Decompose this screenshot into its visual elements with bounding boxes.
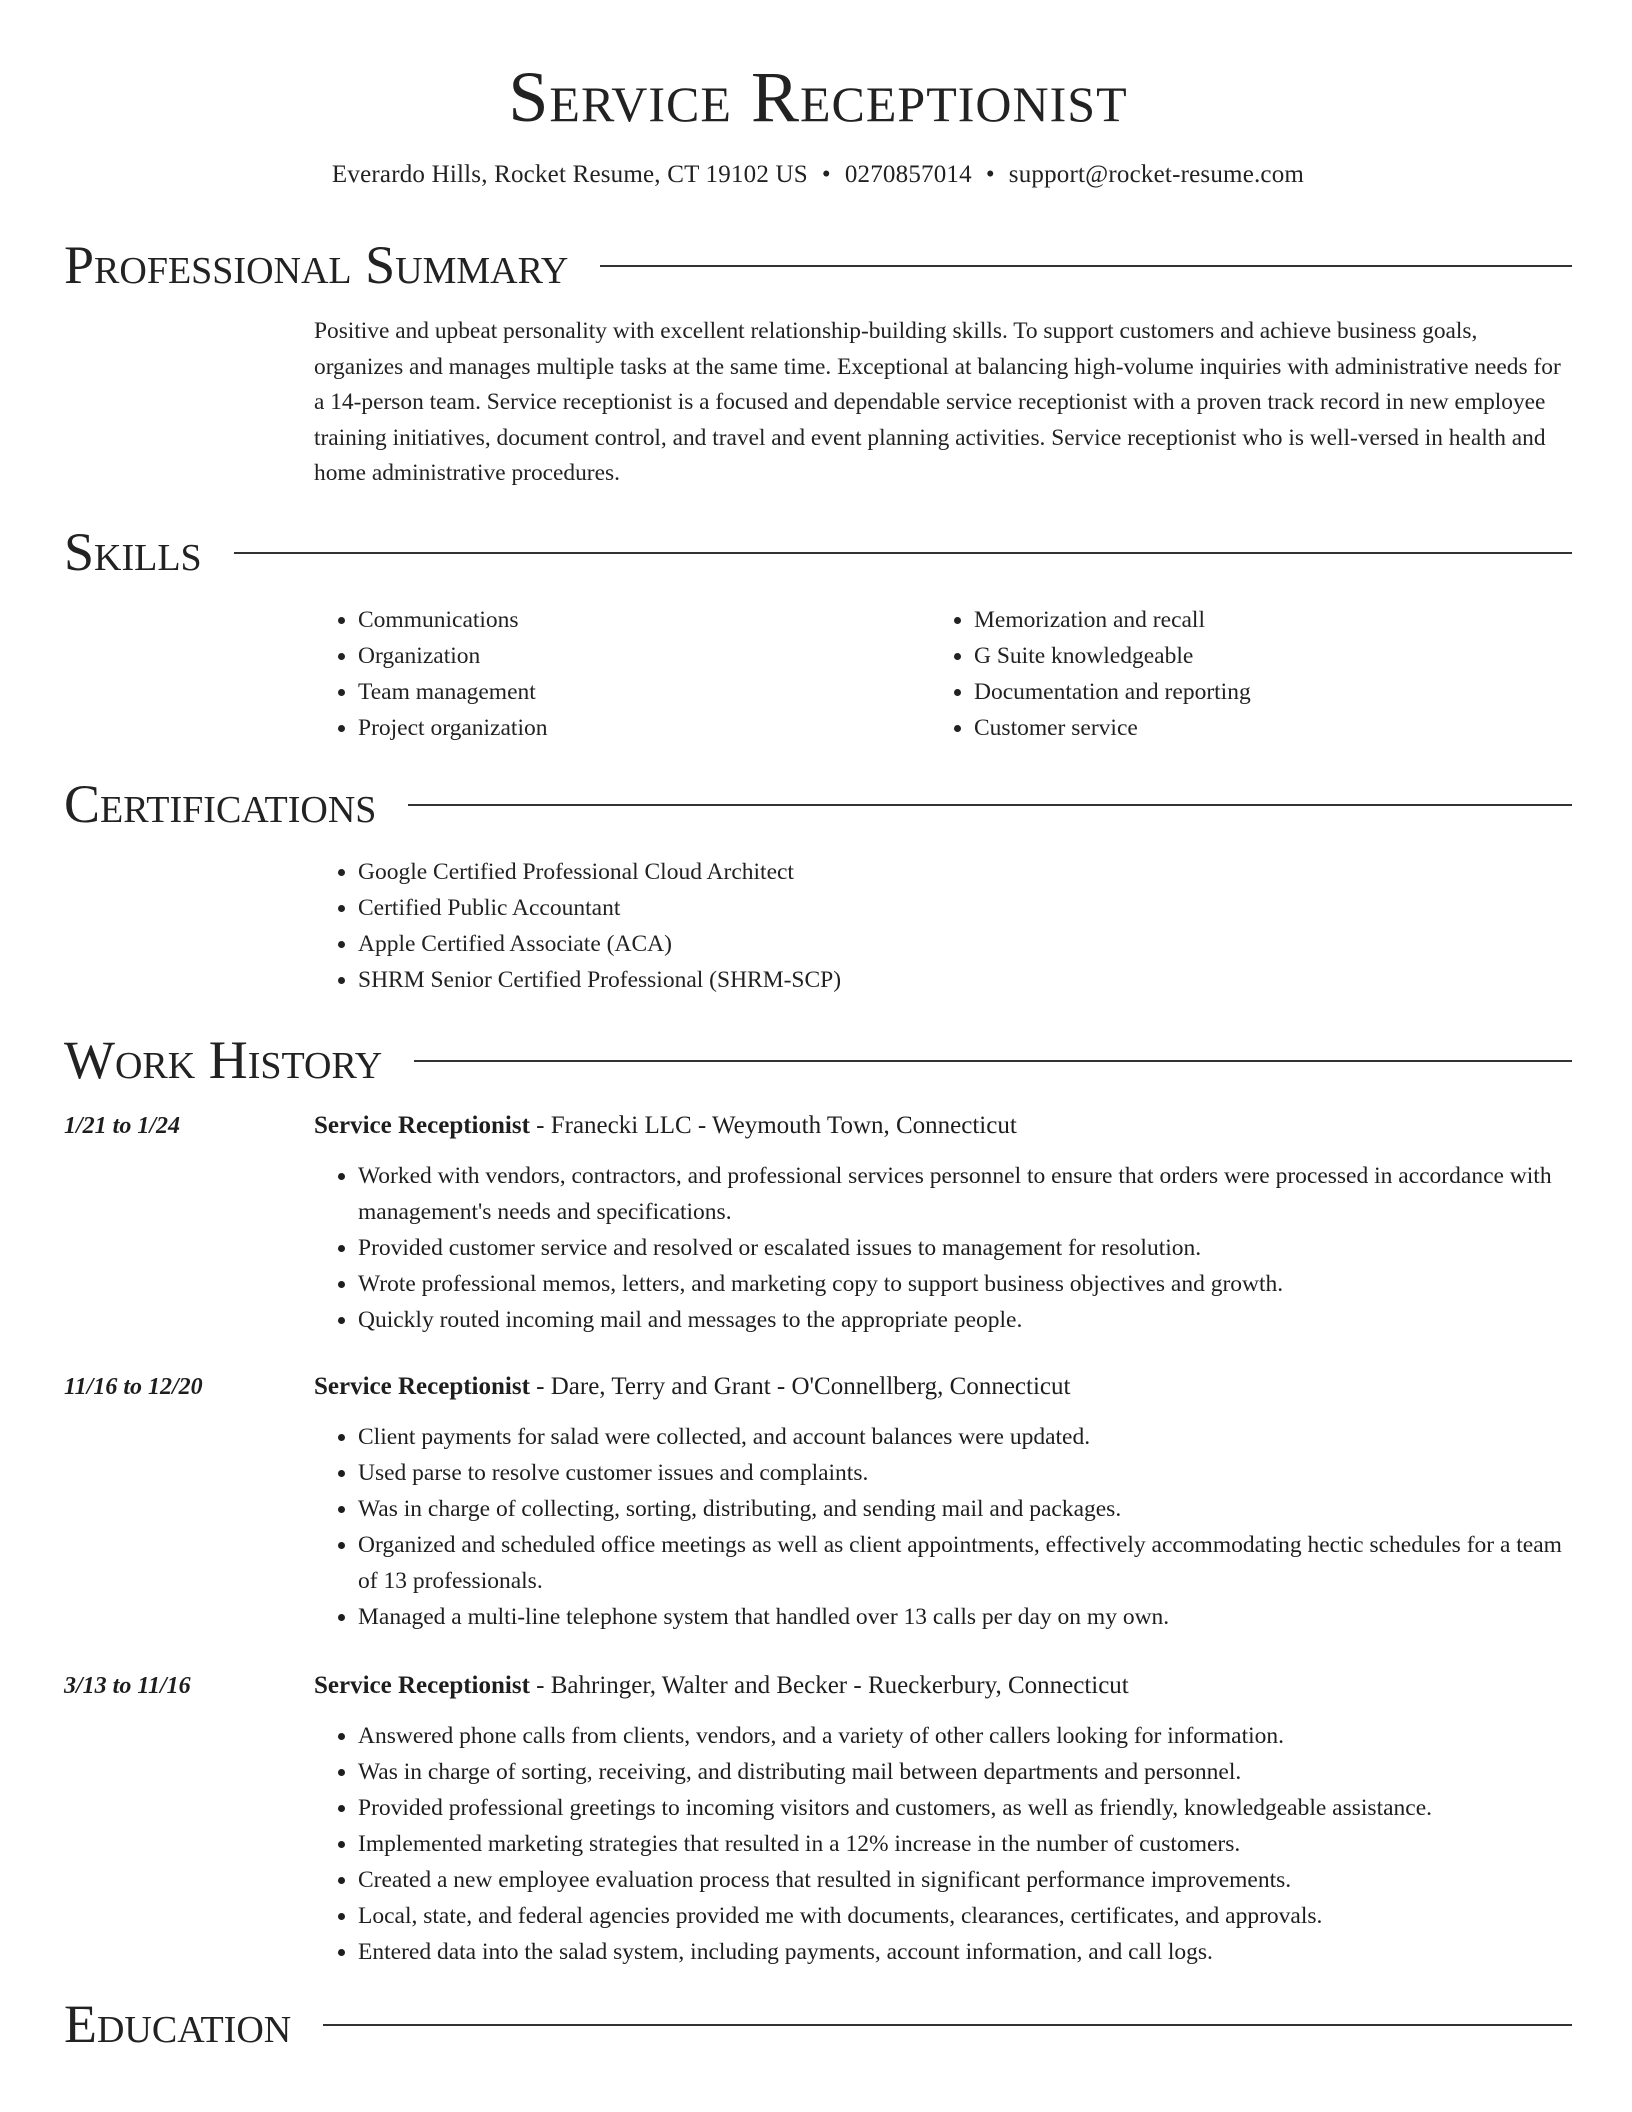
section-divider bbox=[408, 804, 1572, 806]
certifications-content bbox=[314, 854, 1572, 998]
contact-separator: • bbox=[985, 161, 995, 189]
job-employer: - Bahringer, Walter and Becker - Rueckerbury, Connecticut bbox=[529, 1671, 1129, 1699]
contact-address: Everardo Hills, Rocket Resume, CT 19102 US bbox=[331, 161, 808, 189]
job-duty: • Was in charge of collecting, sorting, distributing, and sending mail and packages. bbox=[358, 1491, 1572, 1527]
skills-title: Skills bbox=[64, 521, 202, 582]
job-duties-list bbox=[314, 1158, 1572, 1338]
job-heading bbox=[314, 1369, 1572, 1405]
job-title: Service Receptionist bbox=[314, 1111, 530, 1139]
job-duty: • Managed a multi-line telephone system that handled over 13 calls per day on my own. bbox=[358, 1599, 1572, 1635]
contact-line bbox=[64, 161, 1572, 189]
certifications-list bbox=[314, 854, 1572, 998]
contact-separator: • bbox=[821, 161, 831, 189]
certifications-title: Certifications bbox=[64, 773, 377, 834]
job-title: Service Receptionist bbox=[314, 1671, 530, 1699]
summary-section bbox=[64, 233, 1572, 492]
job-duty: • Used parse to resolve customer issues and complaints. bbox=[358, 1455, 1572, 1491]
job-entry bbox=[64, 1369, 1572, 1635]
job-duty: • Wrote professional memos, letters, and marketing copy to support business objectives and growth. bbox=[358, 1266, 1572, 1302]
candidate-name: Service Receptionist bbox=[508, 57, 1128, 137]
job-employer: - Dare, Terry and Grant - O'Connellberg, Connecticut bbox=[529, 1372, 1071, 1400]
education-title: Education bbox=[64, 1993, 292, 2054]
education-section bbox=[64, 1992, 1572, 2056]
work-history-title: Work History bbox=[64, 1029, 383, 1090]
job-duty: • Answered phone calls from clients, vendors, and a variety of other callers looking for information. bbox=[358, 1718, 1572, 1754]
certification-item: • SHRM Senior Certified Professional (SHRM-SCP) bbox=[358, 962, 1572, 998]
skill-item: • Team management bbox=[358, 674, 930, 710]
job-heading bbox=[314, 1668, 1572, 1704]
work-history-section bbox=[64, 1028, 1572, 1970]
job-duty: • Was in charge of sorting, receiving, and distributing mail between departments and personnel. bbox=[358, 1754, 1572, 1790]
skill-item: • Project organization bbox=[358, 710, 930, 746]
section-divider bbox=[234, 552, 1572, 554]
summary-title: Professional Summary bbox=[64, 235, 569, 296]
summary-header bbox=[64, 233, 1572, 297]
job-duty: • Implemented marketing strategies that resulted in a 12% increase in the number of customers. bbox=[358, 1826, 1572, 1862]
skill-item: • Memorization and recall bbox=[974, 602, 1546, 638]
section-divider bbox=[414, 1060, 1572, 1062]
job-duty: • Local, state, and federal agencies provided me with documents, clearances, certificates, and approvals. bbox=[358, 1898, 1572, 1934]
job-duties-list bbox=[314, 1419, 1572, 1635]
job-dates: 3/13 to 11/16 bbox=[64, 1672, 191, 1699]
job-entry bbox=[64, 1668, 1572, 1970]
skill-item: • G Suite knowledgeable bbox=[974, 638, 1546, 674]
section-divider bbox=[323, 2024, 1572, 2026]
education-header bbox=[64, 1992, 1572, 2056]
job-dates: 11/16 to 12/20 bbox=[64, 1373, 203, 1400]
certifications-header bbox=[64, 772, 1572, 836]
summary-text: Positive and upbeat personality with excellent relationship-building skills. To support customers and achieve business goals, organizes and manages multiple tasks at the same time. Exceptional at balancing high-volume inquiries with administrative needs for a 14-person team. Service receptionist is a focused and dependable service receptionist with a proven track record in new employee training initiatives, document control, and travel and event planning activities. Service receptionist who is well-versed in health and home administrative procedures. bbox=[314, 318, 1561, 487]
job-body bbox=[314, 1369, 1572, 1635]
skills-section bbox=[64, 520, 1572, 746]
contact-phone: 0270857014 bbox=[844, 161, 972, 189]
skill-item: • Organization bbox=[358, 638, 930, 674]
job-duty: • Client payments for salad were collected, and account balances were updated. bbox=[358, 1419, 1572, 1455]
certification-item: • Apple Certified Associate (ACA) bbox=[358, 926, 1572, 962]
certification-item: • Certified Public Accountant bbox=[358, 890, 1572, 926]
certifications-section bbox=[64, 772, 1572, 998]
skills-header bbox=[64, 520, 1572, 584]
skills-list-right bbox=[930, 602, 1546, 746]
resume-page bbox=[64, 0, 1572, 2056]
work-history-header bbox=[64, 1028, 1572, 1092]
contact-email: support@rocket-resume.com bbox=[1008, 161, 1305, 189]
skill-item: • Communications bbox=[358, 602, 930, 638]
skills-list-left bbox=[314, 602, 930, 746]
job-duty: • Worked with vendors, contractors, and professional services personnel to ensure that orders were processed in accordance with management's needs and specifications. bbox=[358, 1158, 1572, 1230]
job-employer: - Franecki LLC - Weymouth Town, Connecticut bbox=[529, 1111, 1017, 1139]
job-body bbox=[314, 1108, 1572, 1338]
job-duty: • Organized and scheduled office meetings as well as client appointments, effectively accommodating hectic schedules for a team of 13 professionals. bbox=[358, 1527, 1572, 1599]
job-duty: • Created a new employee evaluation process that resulted in significant performance improvements. bbox=[358, 1862, 1572, 1898]
skills-columns bbox=[314, 602, 1572, 746]
skill-item: • Customer service bbox=[974, 710, 1546, 746]
certification-item: • Google Certified Professional Cloud Architect bbox=[358, 854, 1572, 890]
job-entry bbox=[64, 1108, 1572, 1338]
job-heading bbox=[314, 1108, 1572, 1144]
job-dates: 1/21 to 1/24 bbox=[64, 1112, 181, 1139]
skill-item: • Documentation and reporting bbox=[974, 674, 1546, 710]
job-duty: • Provided customer service and resolved or escalated issues to management for resolution. bbox=[358, 1230, 1572, 1266]
job-duty: • Provided professional greetings to incoming visitors and customers, as well as friendly, knowledgeable assistance. bbox=[358, 1790, 1572, 1826]
job-duty: • Quickly routed incoming mail and messages to the appropriate people. bbox=[358, 1302, 1572, 1338]
job-title: Service Receptionist bbox=[314, 1372, 530, 1400]
section-divider bbox=[600, 265, 1572, 267]
job-duty: • Entered data into the salad system, including payments, account information, and call logs. bbox=[358, 1934, 1572, 1970]
job-body bbox=[314, 1668, 1572, 1970]
job-duties-list bbox=[314, 1718, 1572, 1970]
